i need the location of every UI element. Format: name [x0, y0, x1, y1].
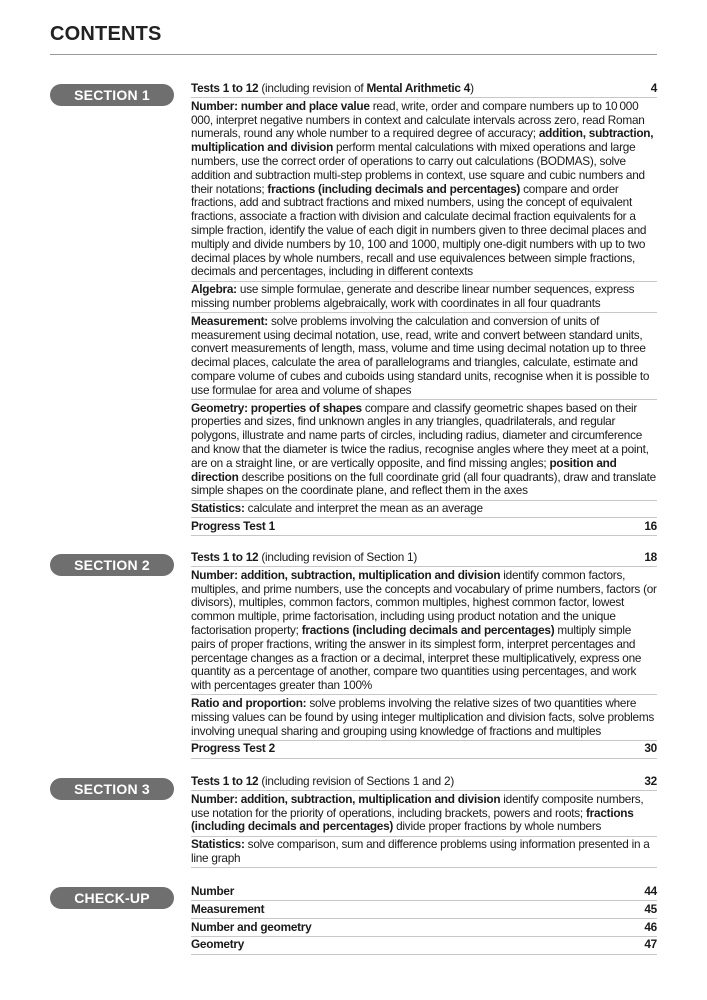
section-1-algebra-row: Algebra: use simple formulae, generate and describe linear number sequences, express missing number problems algebraically, work with coordinates in all four quadrants: [191, 283, 657, 313]
section-1-measurement-row: Measurement: solve problems involving the calculation and conversion of units of measurement using decimal notation, use, read, write and convert between standard units, convert measurements of length, mass, volume and time using decimal notation up to three decimal places, calculate the area of parallelograms and triangles, calculate, estimate and compare volume of cubes and cuboids using standard units, recognise when it is possible to use formulae for area and volume of shapes: [191, 315, 657, 400]
page-title: CONTENTS: [50, 23, 162, 45]
section-2-tests-row: [191, 551, 657, 567]
section-3-tests-row: [191, 775, 657, 791]
progress-test-1-label: Progress Test 1: [191, 518, 275, 533]
check-up-row-geometry: [191, 938, 657, 954]
section-3-tests-page: 32: [644, 774, 657, 788]
progress-test-2-row: [191, 742, 657, 758]
check-up-label: Geometry: [191, 937, 245, 952]
section-1-tests-page: 4: [650, 81, 657, 95]
section-3-badge: SECTION 3: [50, 778, 174, 800]
section-3-statistics-row: Statistics: solve comparison, sum and difference problems using information presented in a line graph: [191, 838, 657, 868]
check-up-label: Measurement: [191, 901, 265, 916]
check-up-row-measurement: [191, 903, 657, 919]
check-up-page: 44: [644, 884, 657, 898]
section-1-geometry-row: Geometry: properties of shapes compare and classify geometric shapes based on their properties and sizes, find unknown angles in any triangles, quadrilaterals, and regular polygons, illustrate and name parts of circles, including radius, diameter and circumference and know that the diameter is twice the radius, recognise angles where they meet at a point, are on a straight line, or are vertically opposite, and find missing angles; position and direction describe positions on the full coordinate grid (all four quadrants), draw and translate simple shapes on the coordinate plane, and reflect them in the axes: [191, 402, 657, 501]
check-up-label: Number: [191, 884, 235, 898]
section-2-tests-page: 18: [644, 550, 657, 564]
check-up-page: 45: [644, 901, 657, 916]
section-1-statistics-row: Statistics: calculate and interpret the mean as an average: [191, 502, 657, 518]
section-1-badge: SECTION 1: [50, 84, 174, 106]
title-divider: [50, 54, 657, 55]
progress-test-1-page: 16: [644, 518, 657, 533]
check-up-row-number-and-geometry: [191, 921, 657, 937]
section-1-block: [191, 82, 657, 538]
section-3-block: [191, 775, 657, 870]
section-2-block: [191, 551, 657, 760]
check-up-page: 47: [644, 937, 657, 952]
section-1-number-row: Number: number and place value read, write, order and compare numbers up to 10 000 000, interpret negative numbers in context and calculate intervals across zero, read Roman numerals, round any whole number to a required degree of accuracy; addition, subtraction, multiplication and division perform mental calculations with mixed operations and large numbers, use the correct order of operations to carry out calculations (BODMAS), solve addition and subtraction multi-step problems in context, use square and cubic numbers and their notations; fractions (including decimals and percentages) compare and order fractions, add and subtract fractions and mixed numbers, using the concept of equivalent fractions, associate a fraction with division and calculate decimal fraction equivalents for a simple fraction, identify the value of each digit in numbers given to three decimal places and multiply and divide numbers by 10, 100 and 1000, multiply one-digit numbers with up to two decimal places by whole numbers, recall and use equivalences between simple fractions, decimals and percentages, including in different contexts: [191, 100, 657, 282]
progress-test-2-page: 30: [644, 741, 657, 756]
check-up-tests-block: [191, 885, 657, 956]
section-3-number-row: Number: addition, subtraction, multiplication and division identify composite numbers, use notation for the priority of operations, including brackets, powers and roots; fractions (including decimals and percentages) divide proper fractions by whole numbers: [191, 793, 657, 837]
progress-test-1-row: [191, 520, 657, 536]
progress-test-2-label: Progress Test 2: [191, 741, 275, 756]
section-2-badge: SECTION 2: [50, 554, 174, 576]
check-up-row-number: [191, 885, 657, 901]
section-3-tests-label: Tests 1 to 12 (including revision of Sections 1 and 2): [191, 774, 454, 788]
check-up-tests-badge: CHECK-UP TESTS: [50, 887, 174, 909]
section-2-tests-label: Tests 1 to 12 (including revision of Section 1): [191, 550, 418, 564]
check-up-label: Number and geometry: [191, 919, 312, 934]
section-2-number-row: Number: addition, subtraction, multiplication and division identify common factors, multiples, and prime numbers, use the concepts and vocabulary of prime numbers, factors (or divisors), multiples, common factors, common multiples, highest common factor, lowest common multiple, prime factorisation, including using product notation and the unique factorisation property; fractions (including decimals and percentages) multiply simple pairs of proper fractions, writing the answer in its simplest form, interpret percentages and percentage changes as a fraction or a decimal, interpret these multiplicatively, express one quantity as a percentage of another, compare two quantities using percentages, and work with percentages greater than 100%: [191, 569, 657, 696]
section-2-ratio-row: Ratio and proportion: solve problems involving the relative sizes of two quantities where missing values can be found by using integer multiplication and division facts, solve problems involving unequal sharing and grouping using knowledge of fractions and multiples: [191, 697, 657, 741]
section-1-tests-row: [191, 82, 657, 98]
check-up-page: 46: [644, 919, 657, 934]
section-1-tests-label: Tests 1 to 12 (including revision of Mental Arithmetic 4): [191, 81, 474, 95]
